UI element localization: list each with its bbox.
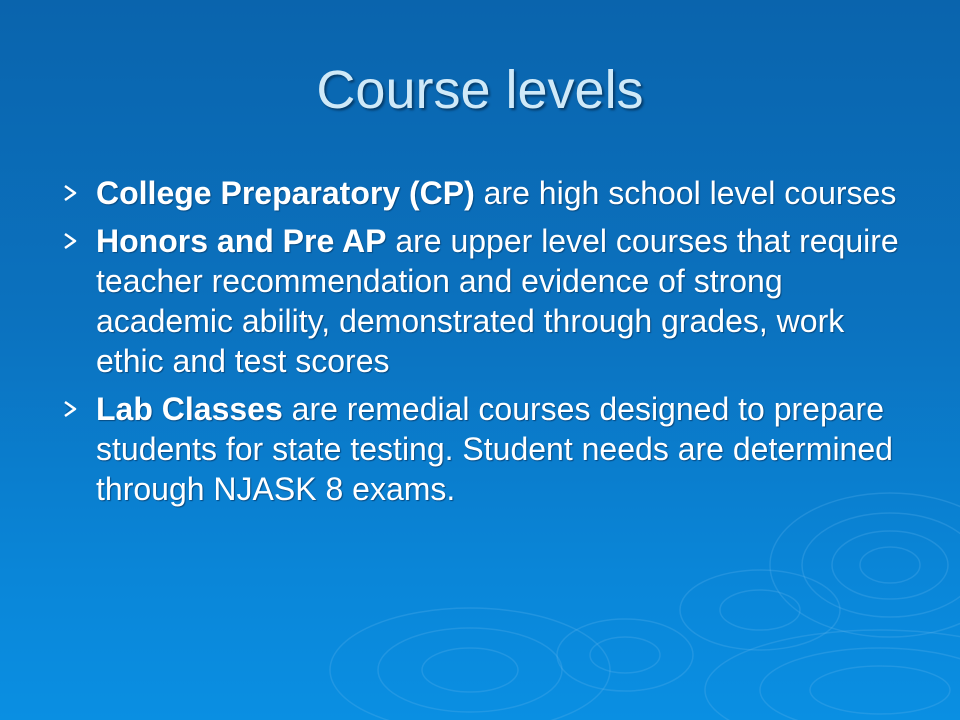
bullet-text: are high school level courses [474, 175, 897, 211]
bullet-item-honors [60, 221, 920, 381]
bullet-term: Lab Classes [96, 391, 283, 427]
bullet-term: College Preparatory (CP) [96, 175, 475, 211]
bullet-item-lab [60, 389, 920, 509]
bullet-text: are upper level courses that require teacher recommendation and evidence of strong academic ability, demonstrated through grades, work ethic and test scores [96, 223, 899, 379]
arrow-bullet-icon [60, 231, 80, 251]
bullet-list [60, 173, 920, 517]
slide-title: Course levels [316, 60, 644, 120]
bullet-item-cp [60, 173, 920, 213]
bullet-text: are remedial courses designed to prepare students for state testing. Student needs are determined through NJASK 8 exams. [96, 391, 893, 507]
arrow-bullet-icon [60, 399, 80, 419]
arrow-bullet-icon [60, 183, 80, 203]
bullet-term: Honors and Pre AP [96, 223, 387, 259]
